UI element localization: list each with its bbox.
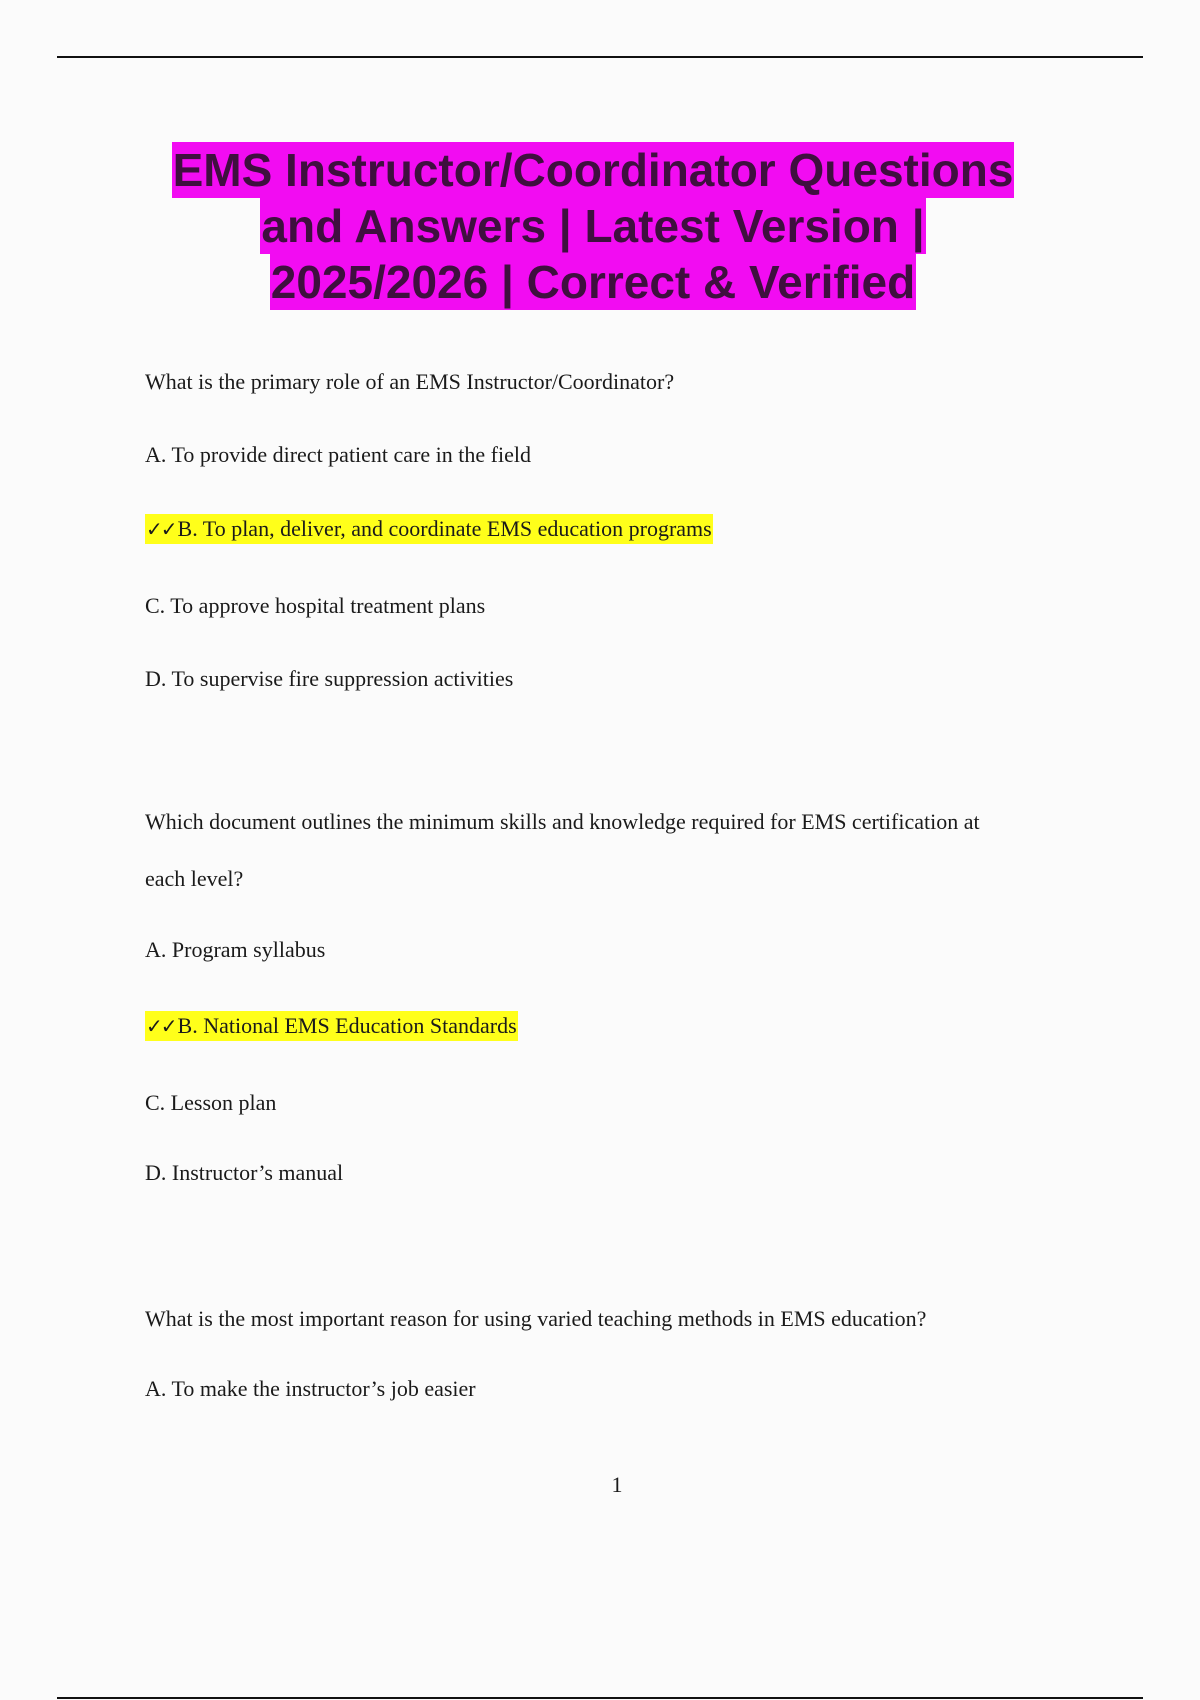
correct-answer-highlight — [145, 1011, 518, 1041]
double-check-icon: ✓✓ — [146, 1014, 176, 1038]
title-line-2: and Answers | Latest Version | — [261, 200, 925, 252]
question-2-option-a: A. Program syllabus — [145, 937, 326, 962]
top-rule — [57, 56, 1143, 58]
page-number: 1 — [611, 1472, 623, 1497]
title-line-1: EMS Instructor/Coordinator Questions — [172, 144, 1014, 196]
question-1-text: What is the primary role of an EMS Instructor/Coordinator? — [145, 369, 675, 394]
question-2-option-d: D. Instructor’s manual — [145, 1160, 344, 1185]
question-2-text-line-2: each level? — [145, 866, 244, 891]
double-check-icon: ✓✓ — [146, 517, 176, 541]
question-1-option-d: D. To supervise fire suppression activities — [145, 666, 514, 691]
question-2-text-line-1: Which document outlines the minimum skills and knowledge required for EMS certification at — [145, 809, 980, 834]
question-1-option-a: A. To provide direct patient care in the field — [145, 442, 531, 467]
question-1-option-b — [145, 514, 713, 544]
document-title — [0, 142, 1186, 310]
question-3-text: What is the most important reason for using varied teaching methods in EMS education? — [145, 1306, 927, 1331]
question-2-option-b — [145, 1011, 518, 1041]
question-2-option-c: C. Lesson plan — [145, 1090, 277, 1115]
question-2-option-b-label: B. National EMS Education Standards — [177, 1013, 517, 1038]
bottom-rule — [57, 1697, 1143, 1699]
question-1-option-b-label: B. To plan, deliver, and coordinate EMS education programs — [177, 516, 712, 541]
question-3-option-a: A. To make the instructor’s job easier — [145, 1376, 476, 1401]
title-line-3: 2025/2026 | Correct & Verified — [270, 256, 916, 308]
question-1-option-c: C. To approve hospital treatment plans — [145, 593, 486, 618]
correct-answer-highlight — [145, 514, 713, 544]
